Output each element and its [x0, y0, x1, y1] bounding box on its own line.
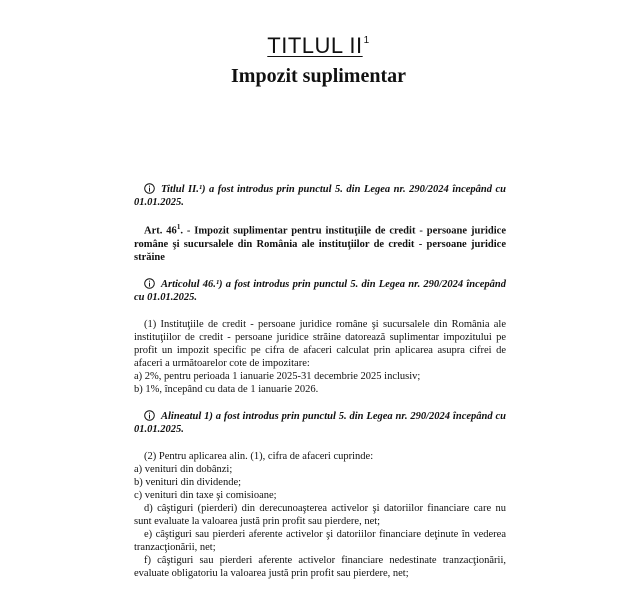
list-item: b) venituri din dividende; — [134, 476, 242, 488]
title-amendment-note-text: Titlul II.¹) a fost introdus prin punctul 5. din Legea nr. 290/2024 începând cu 01.01.2025. — [134, 184, 506, 208]
document-body — [134, 183, 506, 580]
info-icon[interactable] — [144, 183, 155, 194]
paragraph-amendment-note — [134, 410, 506, 436]
article-superscript: 1 — [176, 223, 181, 231]
list-item: d) câştiguri (pierderi) din derecunoaşterea activelor şi datoriilor financiare care nu sunt evaluate la valoarea justă prin profit sau pierdere, net; — [134, 502, 506, 527]
title-superscript: 1 — [363, 35, 370, 46]
title-text: TITLUL II — [267, 33, 363, 58]
title-amendment-note — [134, 183, 506, 209]
list-item: f) câştiguri sau pierderi aferente activelor financiare nedestinate tranzacţionării, evaluate obligatoriu la valoarea justă prin profit sau pierdere, net; — [134, 554, 506, 579]
article-heading — [134, 221, 506, 264]
article-amendment-note — [134, 278, 506, 304]
list-item: a) venituri din dobânzi; — [134, 463, 233, 475]
article-number: Art. 46 — [144, 225, 177, 237]
article-amendment-note-text: Articolul 46.¹) a fost introdus prin punctul 5. din Legea nr. 290/2024 începând cu 01.01.2025. — [134, 278, 506, 303]
list-item: a) 2%, pentru perioada 1 ianuarie 2025-31 decembrie 2025 inclusiv; — [134, 370, 421, 382]
list-item: c) venituri din taxe şi comisioane; — [134, 489, 277, 501]
subtitle: Impozit suplimentar — [231, 65, 406, 87]
paragraph-amendment-note-text: Alineatul 1) a fost introdus prin punctul 5. din Legea nr. 290/2024 începând cu 01.01.2025. — [134, 410, 506, 435]
list-item: e) câştiguri sau pierderi aferente activelor şi datoriilor financiare deţinute în vederea tranzacţionării, net; — [134, 528, 506, 553]
list-item: b) 1%, începând cu data de 1 ianuarie 2026. — [134, 383, 319, 395]
article-title: . - Impozit suplimentar pentru instituţiile de credit - persoane juridice române şi sucursalele din România ale instituţiilor de credit - persoane juridice străine — [134, 225, 506, 263]
info-icon[interactable] — [144, 278, 155, 289]
title-heading — [0, 28, 637, 59]
info-icon[interactable] — [144, 410, 155, 421]
paragraph-2: (2) Pentru aplicarea alin. (1), cifra de afaceri cuprinde: — [144, 450, 374, 462]
paragraph-1: (1) Instituţiile de credit - persoane juridice române şi sucursalele din România ale instituţiilor de credit - persoane juridice străine datorează suplimentar impozitului pe profit un impozit specific pe cifra de afaceri calculat prin aplicarea asupra cifrei de afaceri a următoarelor cote de impozitare: — [134, 318, 506, 369]
